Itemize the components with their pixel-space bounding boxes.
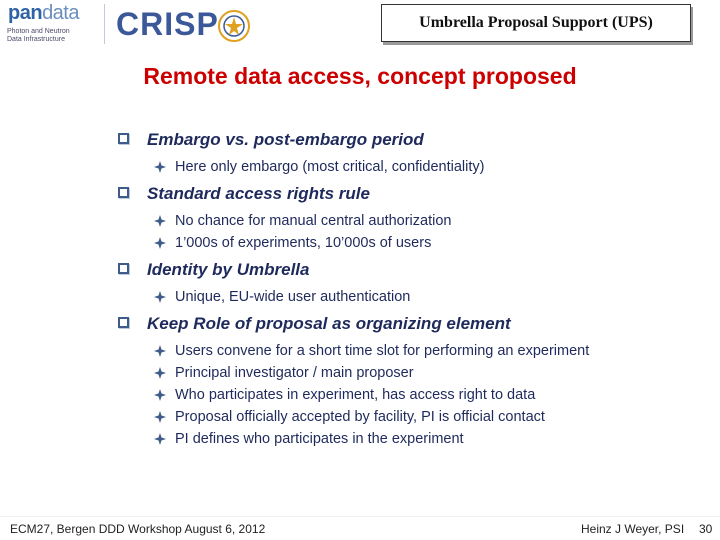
- sub-bullet-label: Who participates in experiment, has access right to data: [175, 387, 536, 403]
- bullet-list: [118, 123, 698, 451]
- diamond-bullet-icon: [154, 389, 166, 401]
- slide-title: Remote data access, concept proposed: [143, 63, 577, 89]
- bullet-item: [118, 128, 698, 152]
- sub-bullet-label: No chance for manual central authorization: [175, 213, 452, 229]
- bullet-item: [118, 258, 698, 282]
- sub-bullet-item: [154, 363, 698, 383]
- pandata-word-data: data: [42, 2, 79, 24]
- diamond-bullet-icon: [154, 237, 166, 249]
- pandata-subtitle-1: Photon and Neutron: [7, 28, 70, 35]
- crisp-star-icon: [216, 8, 252, 44]
- slide-header: [0, 0, 720, 52]
- pandata-logo: [4, 2, 102, 46]
- bullet-label: Embargo vs. post-embargo period: [147, 130, 424, 149]
- square-bullet-icon: [118, 317, 129, 328]
- sub-bullet-label: Users convene for a short time slot for performing an experiment: [175, 343, 590, 359]
- diamond-bullet-icon: [154, 291, 166, 303]
- sub-bullet-item: [154, 287, 698, 307]
- pandata-subtitle-2: Data Infrastructure: [7, 36, 65, 43]
- sub-bullet-label: Proposal officially accepted by facility, PI is official contact: [175, 409, 545, 425]
- pandata-word-pan: pan: [8, 2, 43, 24]
- sub-bullet-item: [154, 157, 698, 177]
- sub-bullet-item: [154, 233, 698, 253]
- footer-author: Heinz J Weyer, PSI: [581, 522, 685, 536]
- diamond-bullet-icon: [154, 411, 166, 423]
- ups-title-box: Umbrella Proposal Support (UPS): [381, 4, 691, 42]
- square-bullet-icon: [118, 133, 129, 144]
- sub-bullet-label: Principal investigator / main proposer: [175, 365, 414, 381]
- sub-bullet-item: [154, 341, 698, 361]
- sub-bullet-item: [154, 407, 698, 427]
- pandata-wordmark: [8, 2, 79, 25]
- sub-bullet-item: [154, 385, 698, 405]
- page-number: 30: [699, 522, 713, 536]
- footer-divider: [0, 516, 720, 517]
- diamond-bullet-icon: [154, 367, 166, 379]
- bullet-label: Keep Role of proposal as organizing element: [147, 314, 511, 333]
- diamond-bullet-icon: [154, 345, 166, 357]
- bullet-item: [118, 312, 698, 336]
- sub-bullet-label: Unique, EU-wide user authentication: [175, 289, 411, 305]
- diamond-bullet-icon: [154, 215, 166, 227]
- sub-bullet-label: 1’000s of experiments, 10’000s of users: [175, 235, 432, 251]
- footer-event: ECM27, Bergen DDD Workshop August 6, 2012: [10, 522, 266, 536]
- sub-bullet-label: PI defines who participates in the experiment: [175, 431, 464, 447]
- square-bullet-icon: [118, 263, 129, 274]
- square-bullet-icon: [118, 187, 129, 198]
- bullet-label: Standard access rights rule: [147, 184, 370, 203]
- crisp-wordmark: CRISP: [116, 6, 219, 42]
- diamond-bullet-icon: [154, 433, 166, 445]
- sub-bullet-label: Here only embargo (most critical, confidentiality): [175, 159, 485, 175]
- sub-bullet-item: [154, 429, 698, 449]
- bullet-label: Identity by Umbrella: [147, 260, 310, 279]
- sub-bullet-item: [154, 211, 698, 231]
- crisp-logo: [116, 6, 256, 46]
- logo-divider: [104, 4, 105, 44]
- diamond-bullet-icon: [154, 161, 166, 173]
- bullet-item: [118, 182, 698, 206]
